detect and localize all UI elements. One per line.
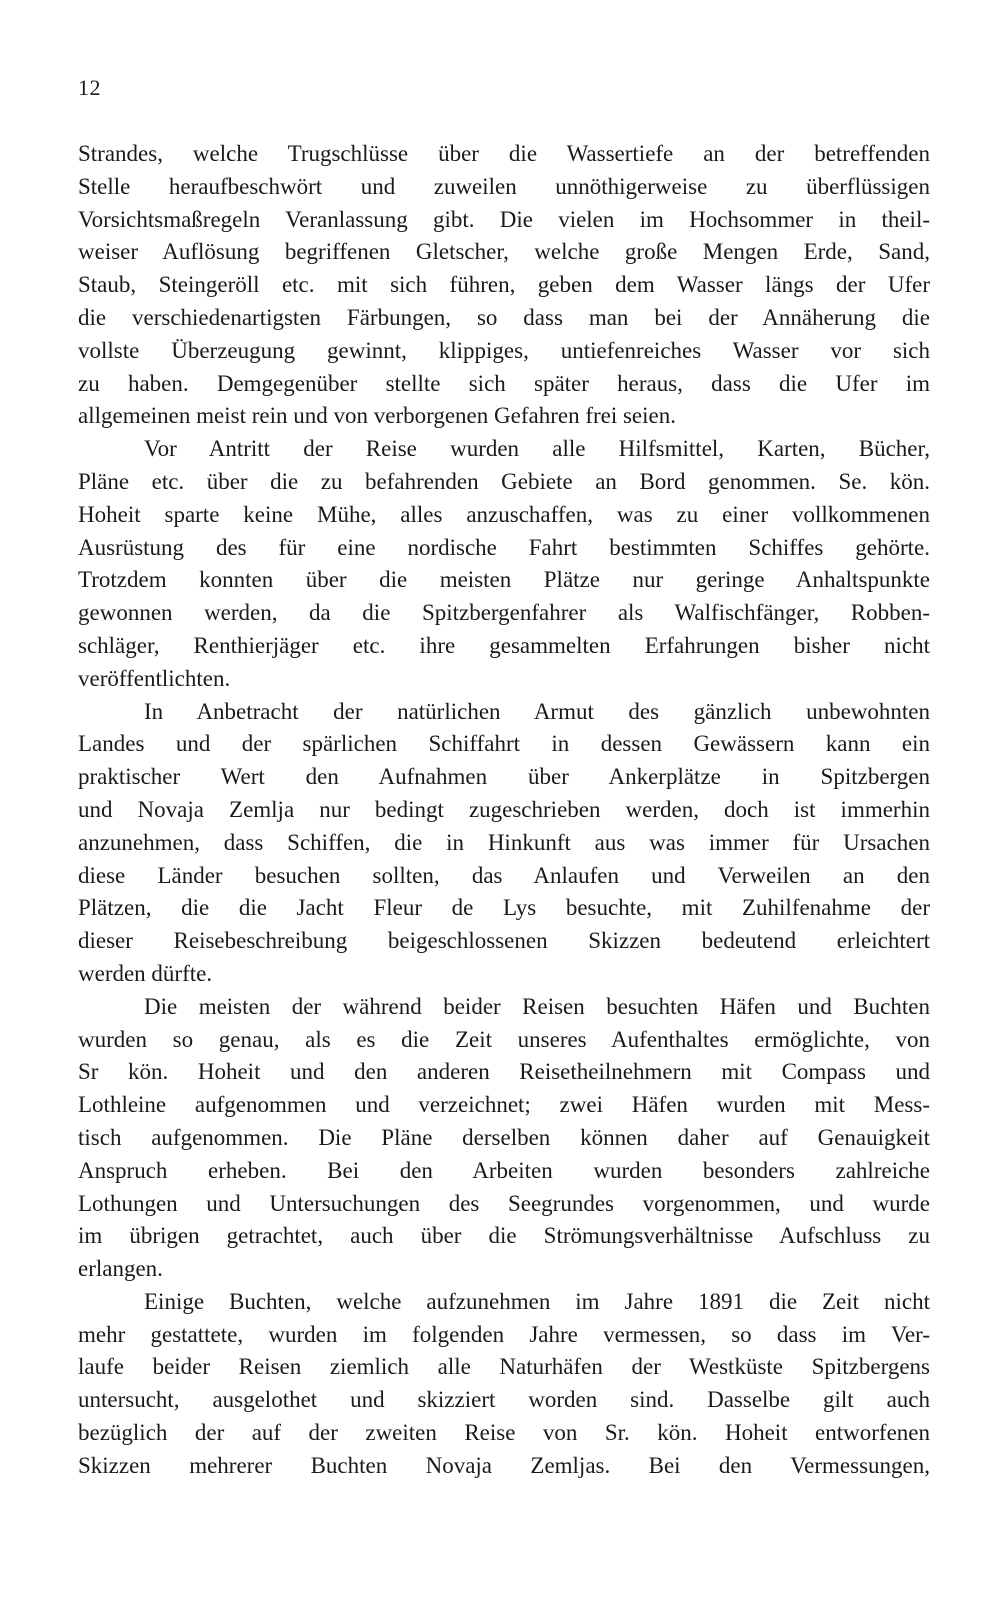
text-line: und Novaja Zemlja nur bedingt zugeschrieben werden, doch ist immerhin (78, 796, 930, 822)
text-line: dieser Reisebeschreibung beigeschlossenen Skizzen bedeutend erleichtert (78, 928, 930, 954)
text-line: im übrigen getrachtet, auch über die Strömungsverhältnisse Aufschluss zu (78, 1223, 930, 1249)
text-line: zu haben. Demgegenüber stellte sich später heraus, dass die Ufer im (78, 370, 930, 396)
text-line: die verschiedenartigsten Färbungen, so dass man bei der Annäherung die (78, 304, 930, 330)
text-line: Lothungen und Untersuchungen des Seegrundes vorgenommen, und wurde (78, 1190, 930, 1216)
text-line: allgemeinen meist rein und von verborgenen Gefahren frei seien. (78, 403, 676, 429)
text-line: Staub, Steingeröll etc. mit sich führen, geben dem Wasser längs der Ufer (78, 272, 930, 298)
text-line: untersucht, ausgelothet und skizziert worden sind. Dasselbe gilt auch (78, 1387, 930, 1413)
text-line: erlangen. (78, 1256, 163, 1282)
body-text (78, 138, 930, 1483)
text-line: Einige Buchten, welche aufzunehmen im Jahre 1891 die Zeit nicht (144, 1288, 930, 1314)
text-line: Die meisten der während beider Reisen besuchten Häfen und Buchten (144, 993, 930, 1019)
text-line: veröffentlichten. (78, 665, 231, 691)
text-line: wurden so genau, als es die Zeit unseres Aufenthaltes ermöglichte, von (78, 1026, 930, 1052)
text-line: Vor Antritt der Reise wurden alle Hilfsmittel, Karten, Bücher, (144, 436, 930, 462)
text-line: bezüglich der auf der zweiten Reise von Sr. kön. Hoheit entworfenen (78, 1420, 930, 1446)
text-line: Lothleine aufgenommen und verzeichnet; zwei Häfen wurden mit Mess- (78, 1092, 930, 1118)
text-line: Sr kön. Hoheit und den anderen Reisetheilnehmern mit Compass und (78, 1059, 930, 1085)
page-number: 12 (78, 75, 101, 100)
text-line: Plätzen, die die Jacht Fleur de Lys besuchte, mit Zuhilfenahme der (78, 895, 930, 921)
text-line: Vorsichtsmaßregeln Veranlassung gibt. Die vielen im Hochsommer in theil- (78, 206, 930, 232)
text-line: Trotzdem konnten über die meisten Plätze nur geringe Anhaltspunkte (78, 567, 930, 593)
text-line: gewonnen werden, da die Spitzbergenfahrer als Walfischfänger, Robben- (78, 600, 930, 626)
text-line: Anspruch erheben. Bei den Arbeiten wurden besonders zahlreiche (78, 1157, 930, 1183)
text-line: diese Länder besuchen sollten, das Anlaufen und Verweilen an den (78, 862, 930, 888)
text-line: anzunehmen, dass Schiffen, die in Hinkunft aus was immer für Ursachen (78, 829, 930, 855)
text-line: werden dürfte. (78, 960, 213, 986)
text-line: vollste Überzeugung gewinnt, klippiges, untiefenreiches Wasser vor sich (78, 337, 930, 363)
text-line: tisch aufgenommen. Die Pläne derselben können daher auf Genauigkeit (78, 1124, 930, 1150)
text-line: Landes und der spärlichen Schiffahrt in dessen Gewässern kann ein (78, 731, 930, 757)
text-line: Stelle heraufbeschwört und zuweilen unnöthigerweise zu überflüssigen (78, 173, 930, 199)
text-line: Hoheit sparte keine Mühe, alles anzuschaffen, was zu einer vollkommenen (78, 501, 930, 527)
text-line: Ausrüstung des für eine nordische Fahrt bestimmten Schiffes gehörte. (78, 534, 930, 560)
text-line: mehr gestattete, wurden im folgenden Jahre vermessen, so dass im Ver- (78, 1321, 930, 1347)
text-line: In Anbetracht der natürlichen Armut des gänzlich unbewohnten (144, 698, 930, 724)
text-line: praktischer Wert den Aufnahmen über Ankerplätze in Spitzbergen (78, 764, 930, 790)
text-line: Pläne etc. über die zu befahrenden Gebiete an Bord genommen. Se. kön. (78, 468, 930, 494)
text-line: weiser Auflösung begriffenen Gletscher, welche große Mengen Erde, Sand, (78, 239, 930, 265)
text-line: Skizzen mehrerer Buchten Novaja Zemljas. Bei den Vermessungen, (78, 1452, 930, 1478)
text-line: laufe beider Reisen ziemlich alle Naturhäfen der Westküste Spitzbergens (78, 1354, 930, 1380)
text-line: schläger, Renthierjäger etc. ihre gesammelten Erfahrungen bisher nicht (78, 632, 930, 658)
text-line: Strandes, welche Trugschlüsse über die Wassertiefe an der betreffenden (78, 141, 930, 166)
